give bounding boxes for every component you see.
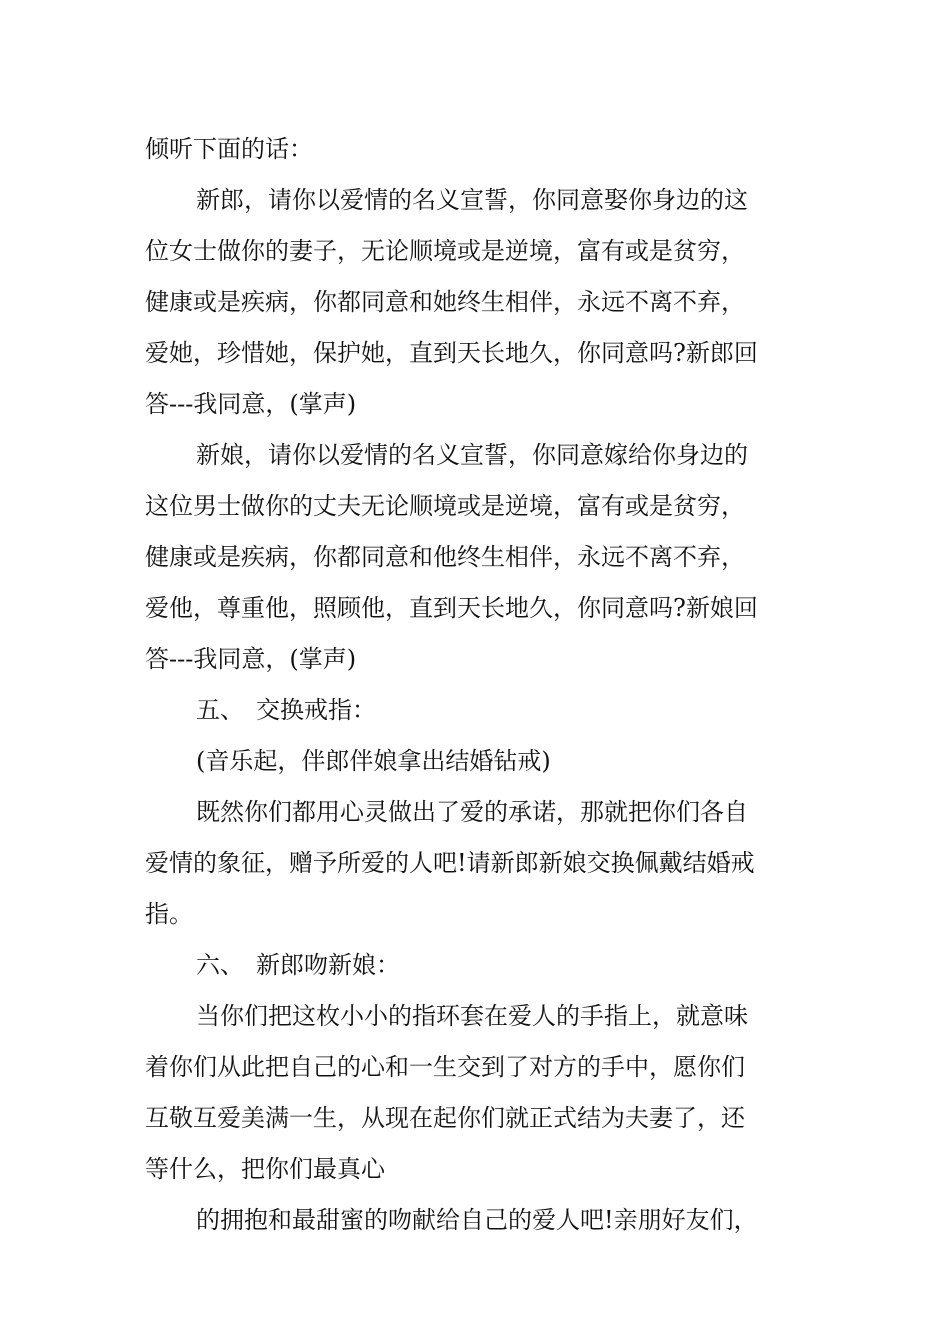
text-line: 当你们把这枚小小的指环套在爱人的手指上，就意味 bbox=[196, 1002, 748, 1030]
text-line: 答---我同意，(掌声) bbox=[145, 390, 357, 418]
text-line: 爱他，尊重他，照顾他，直到天长地久，你同意吗?新娘回 bbox=[145, 594, 758, 622]
text-line: 位女士做你的妻子，无论顺境或是逆境，富有或是贫穷， bbox=[145, 237, 745, 265]
text-line: 答---我同意，(掌声) bbox=[145, 645, 357, 673]
text-line: 新郎，请你以爱情的名义宣誓，你同意娶你身边的这 bbox=[196, 186, 748, 214]
text-line: 这位男士做你的丈夫无论顺境或是逆境，富有或是贫穷， bbox=[145, 492, 745, 520]
text-line: 爱情的象征，赠予所爱的人吧!请新郎新娘交换佩戴结婚戒 bbox=[145, 849, 755, 877]
text-line: 新娘，请你以爱情的名义宣誓，你同意嫁给你身边的 bbox=[196, 441, 748, 469]
section-heading: 六、 新郎吻新娘： bbox=[196, 951, 400, 979]
text-line: (音乐起，伴郎伴娘拿出结婚钻戒) bbox=[196, 747, 551, 775]
text-line: 健康或是疾病，你都同意和她终生相伴，永远不离不弃， bbox=[145, 288, 745, 316]
text-line: 等什么，把你们最真心 bbox=[145, 1155, 385, 1183]
text-line: 指。 bbox=[145, 900, 193, 928]
text-line: 着你们从此把自己的心和一生交到了对方的手中，愿你们 bbox=[145, 1053, 745, 1081]
section-heading: 五、 交换戒指： bbox=[196, 696, 376, 724]
text-line: 既然你们都用心灵做出了爱的承诺，那就把你们各自 bbox=[196, 798, 748, 826]
text-line: 的拥抱和最甜蜜的吻献给自己的爱人吧!亲朋好友们， bbox=[196, 1206, 758, 1234]
text-line: 爱她，珍惜她，保护她，直到天长地久，你同意吗?新郎回 bbox=[145, 339, 758, 367]
text-line: 倾听下面的话： bbox=[145, 135, 313, 163]
text-line: 互敬互爱美满一生，从现在起你们就正式结为夫妻了，还 bbox=[145, 1104, 745, 1132]
document-body bbox=[145, 124, 810, 1246]
text-line: 健康或是疾病，你都同意和他终生相伴，永远不离不弃， bbox=[145, 543, 745, 571]
